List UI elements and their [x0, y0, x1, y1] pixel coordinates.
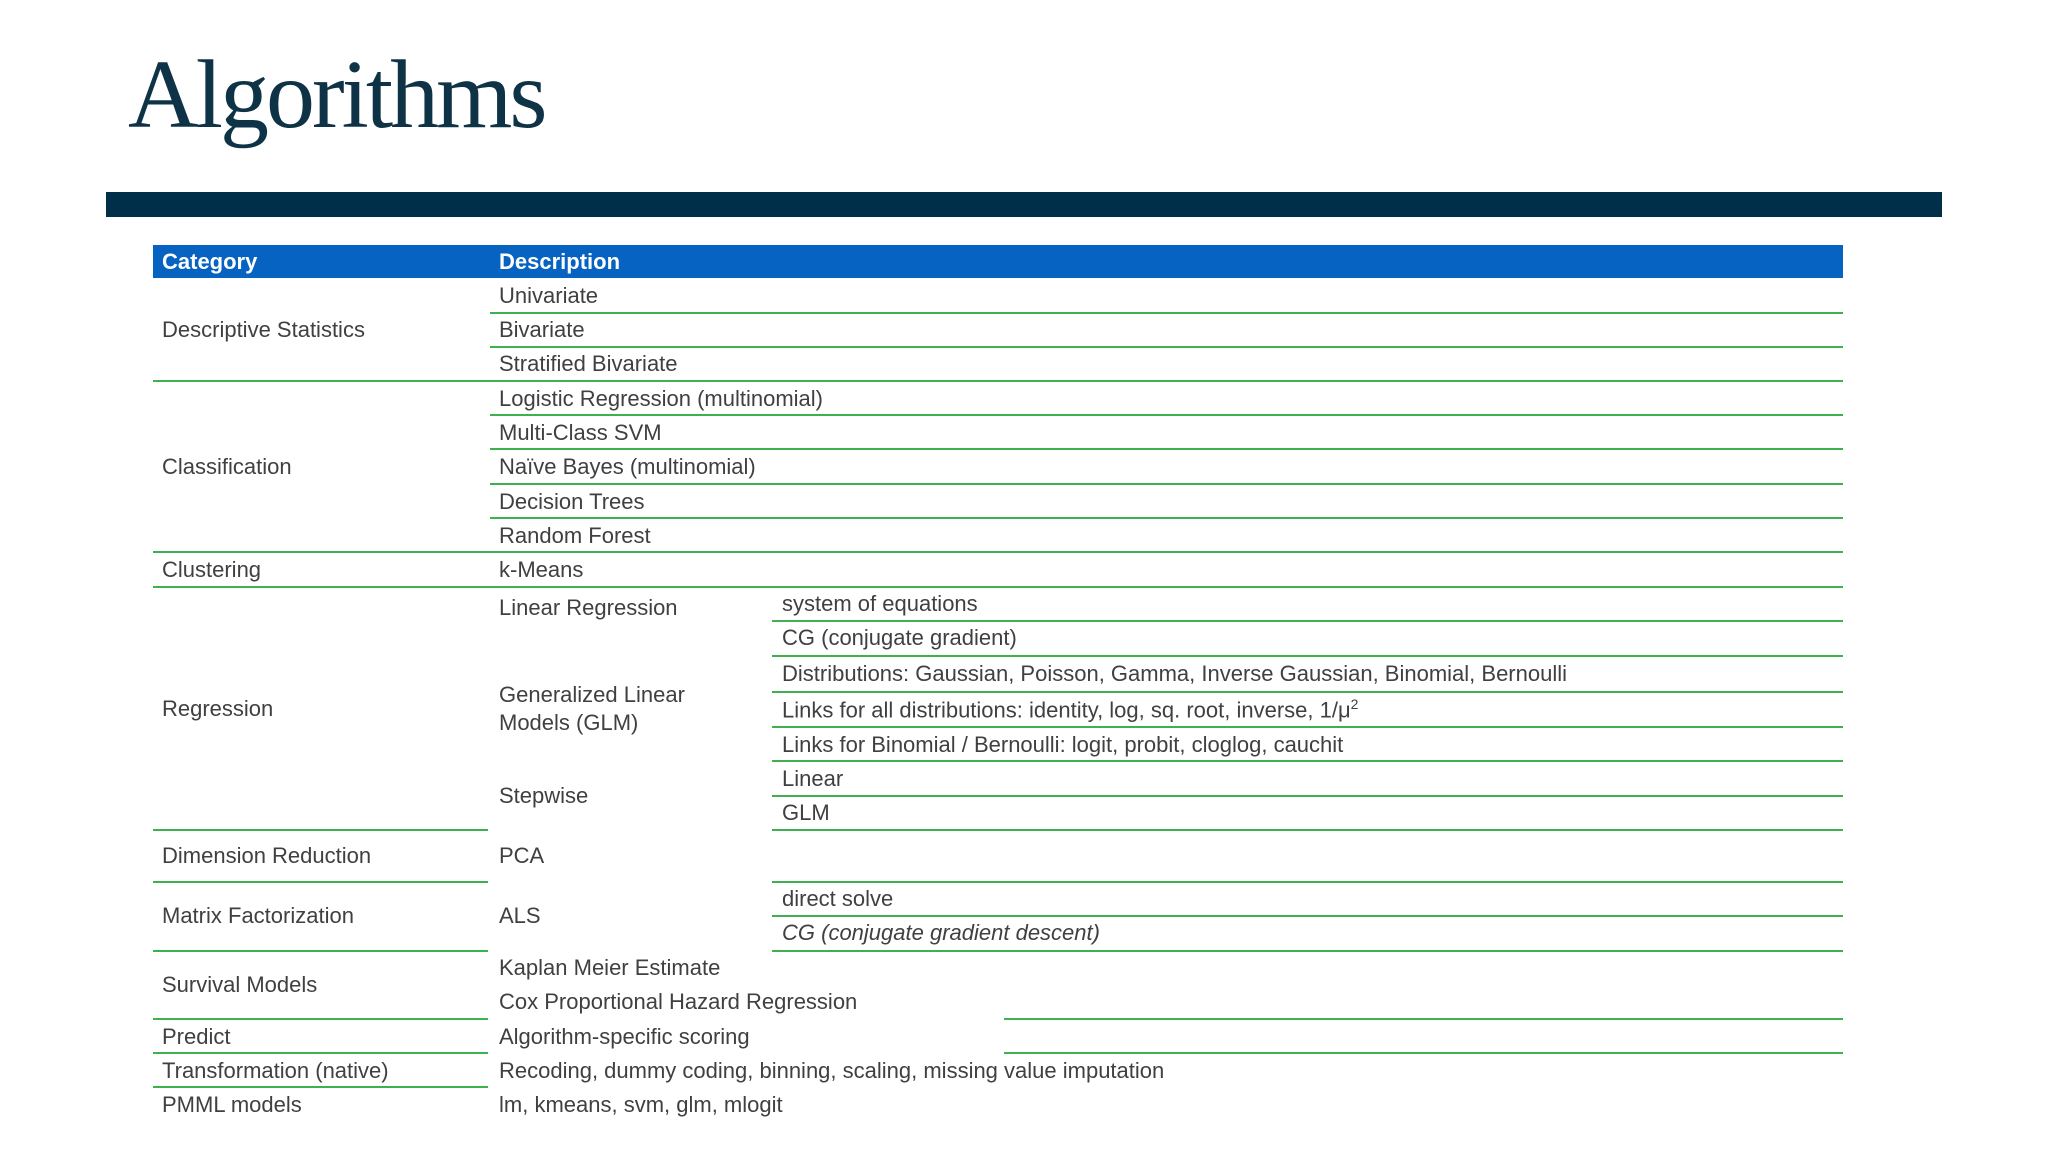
- desc-kaplan-meier: Kaplan Meier Estimate: [499, 955, 721, 980]
- row-rule: [153, 881, 488, 883]
- row-rule: [153, 829, 488, 831]
- row-rule: [490, 517, 1843, 519]
- desc-random-forest: Random Forest: [499, 523, 651, 548]
- row-rule: [772, 915, 1843, 917]
- row-rule: [153, 1086, 488, 1088]
- row-rule: [772, 760, 1843, 762]
- desc-stepwise: Stepwise: [499, 783, 589, 808]
- category-predict: Predict: [162, 1024, 231, 1049]
- desc-als: ALS: [499, 903, 541, 928]
- detail-links-all: [782, 696, 1358, 724]
- desc-naive-bayes: Naïve Bayes (multinomial): [499, 454, 756, 479]
- category-matrix-factorization: Matrix Factorization: [162, 903, 354, 928]
- header-category: Category: [162, 249, 258, 274]
- category-classification: Classification: [162, 454, 292, 479]
- category-transformation: Transformation (native): [162, 1058, 389, 1083]
- category-descriptive-statistics: Descriptive Statistics: [162, 317, 365, 342]
- desc-glm-line1: Generalized Linear: [499, 682, 685, 707]
- row-rule: [490, 414, 1843, 416]
- desc-linear-regression: Linear Regression: [499, 595, 678, 620]
- detail-system-of-equations: system of equations: [782, 591, 978, 616]
- row-rule: [1004, 1052, 1843, 1054]
- row-rule: [490, 312, 1843, 314]
- row-rule: [490, 483, 1843, 485]
- desc-pca: PCA: [499, 843, 545, 868]
- detail-stepwise-linear: Linear: [782, 766, 844, 791]
- detail-direct-solve: direct solve: [782, 886, 894, 911]
- row-rule: [153, 380, 1843, 382]
- category-dimension-reduction: Dimension Reduction: [162, 843, 372, 868]
- row-rule: [772, 655, 1843, 657]
- page-title: Algorithms: [128, 41, 545, 149]
- links-all-superscript: 2: [1350, 696, 1359, 712]
- desc-k-means: k-Means: [499, 557, 584, 582]
- row-rule: [490, 346, 1843, 348]
- category-survival-models: Survival Models: [162, 972, 318, 997]
- row-rule: [772, 950, 1843, 952]
- desc-glm-line2: Models (GLM): [499, 710, 639, 735]
- detail-links-binomial: Links for Binomial / Bernoulli: logit, probit, cloglog, cauchit: [782, 732, 1344, 757]
- detail-stepwise-glm: GLM: [782, 800, 830, 825]
- row-rule: [772, 620, 1843, 622]
- detail-distributions: Distributions: Gaussian, Poisson, Gamma, Inverse Gaussian, Binomial, Bernoulli: [782, 661, 1568, 686]
- row-rule: [153, 1052, 488, 1054]
- desc-stratified-bivariate: Stratified Bivariate: [499, 351, 678, 376]
- row-rule: [490, 448, 1843, 450]
- detail-conjugate-gradient: CG (conjugate gradient): [782, 625, 1017, 650]
- desc-logistic-regression: Logistic Regression (multinomial): [499, 386, 824, 411]
- row-rule: [153, 551, 1843, 553]
- row-rule: [153, 1018, 488, 1020]
- category-regression: Regression: [162, 696, 274, 721]
- detail-cg-descent: CG (conjugate gradient descent): [782, 920, 1100, 945]
- desc-recoding: Recoding, dummy coding, binning, scaling, missing value imputation: [499, 1058, 1165, 1083]
- desc-algorithm-scoring: Algorithm-specific scoring: [499, 1024, 750, 1049]
- title-divider-bar: [106, 192, 1942, 217]
- category-pmml-models: PMML models: [162, 1092, 302, 1117]
- row-rule: [772, 829, 1843, 831]
- links-all-text: Links for all distributions: identity, log, sq. root, inverse, 1/μ: [782, 697, 1351, 723]
- desc-multiclass-svm: Multi-Class SVM: [499, 420, 662, 445]
- row-rule: [772, 795, 1843, 797]
- row-rule: [772, 726, 1843, 728]
- table-header: [153, 245, 1843, 278]
- desc-bivariate: Bivariate: [499, 317, 585, 342]
- desc-pmml-list: lm, kmeans, svm, glm, mlogit: [499, 1092, 783, 1117]
- desc-univariate: Univariate: [499, 283, 599, 308]
- row-rule: [772, 691, 1843, 693]
- desc-decision-trees: Decision Trees: [499, 489, 645, 514]
- row-rule: [153, 950, 488, 952]
- header-description: Description: [499, 249, 621, 274]
- row-rule: [1004, 1018, 1843, 1020]
- row-rule: [772, 881, 1843, 883]
- row-rule: [153, 586, 1843, 588]
- category-clustering: Clustering: [162, 557, 262, 582]
- desc-cox-regression: Cox Proportional Hazard Regression: [499, 989, 858, 1014]
